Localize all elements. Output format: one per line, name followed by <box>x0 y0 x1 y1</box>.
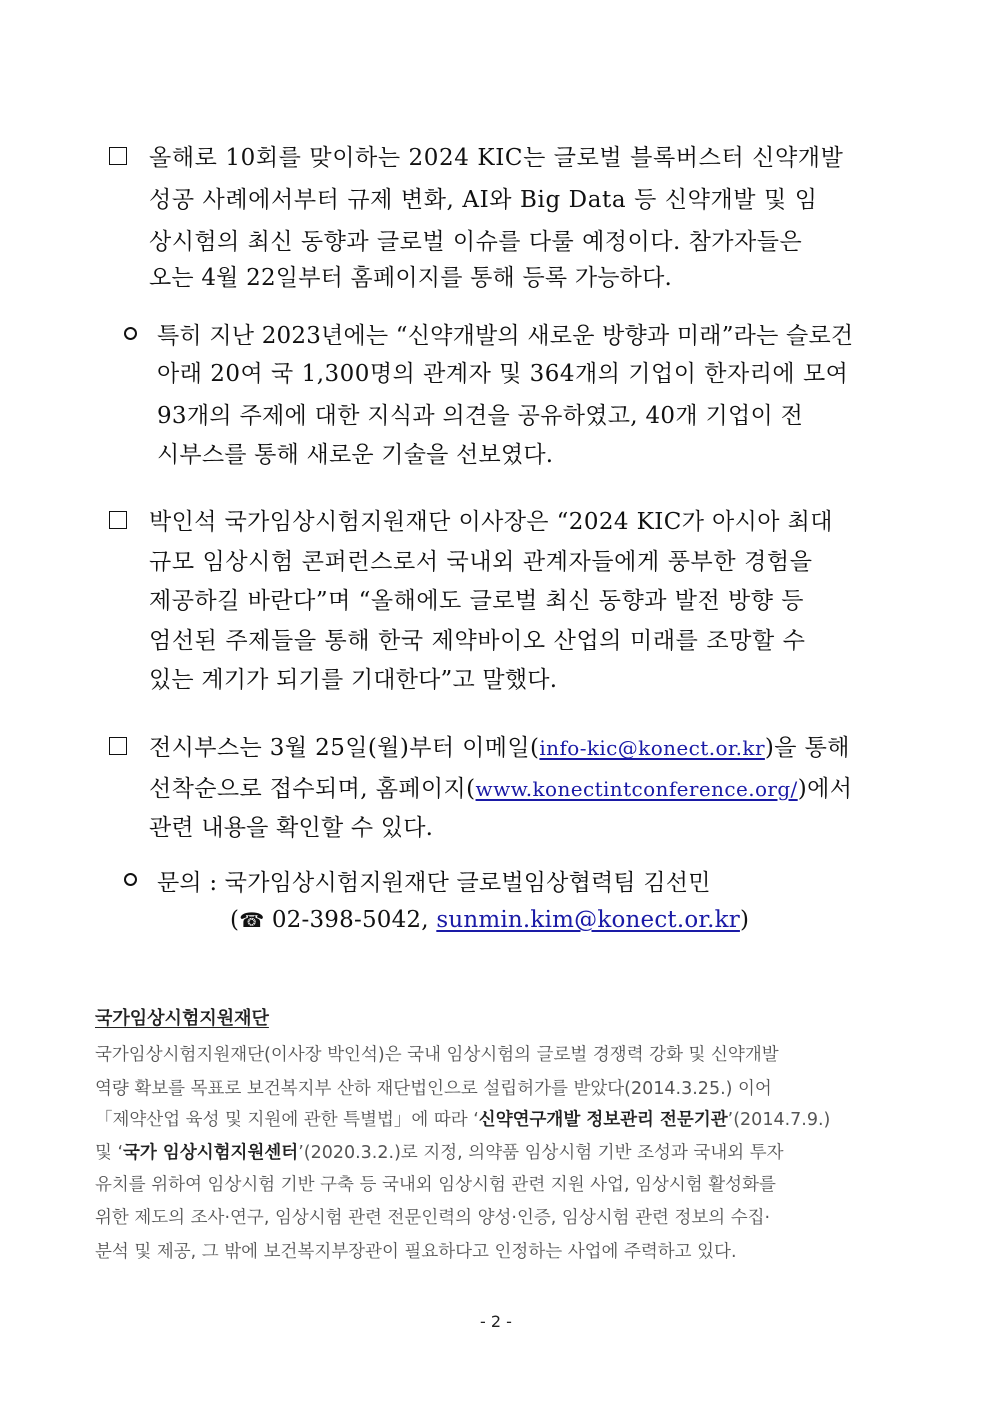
text-line: 특히 지난 2023년에는 “신약개발의 새로운 방향과 미래”라는 슬로건 <box>157 323 854 349</box>
text-line: 관련 내용을 확인할 수 있다. <box>149 815 434 841</box>
text-line: 규모 임상시험 콘퍼런스로서 국내외 관계자들에게 풍부한 경험을 <box>149 549 813 575</box>
website-link[interactable]: www.konectintconference.org/ <box>475 777 798 801</box>
checkbox-square-icon <box>109 147 127 165</box>
text-fragment: ) <box>739 907 750 933</box>
about-line: 유치를 위하여 임상시험 기반 구축 등 국내외 임상시험 관련 지원 사업, 임상시험 활성화를 <box>95 1175 776 1195</box>
text-line: 엄선된 주제들을 통해 한국 제약바이오 산업의 미래를 조망할 수 <box>149 628 806 654</box>
checkbox-square-icon <box>109 737 127 755</box>
text-fragment: 「제약산업 육성 및 지원에 관한 특별법」에 따라 ‘ <box>95 1110 479 1130</box>
text-fragment: 및 ‘ <box>95 1143 124 1163</box>
text-line: 제공하길 바란다”며 “올해에도 글로벌 최신 동향과 발전 방향 등 <box>149 588 804 614</box>
about-heading: 국가임상시험지원재단 <box>95 1008 269 1029</box>
text-fragment: 선착순으로 접수되며, 홈페이지( <box>149 776 476 802</box>
about-line: 역량 확보를 목표로 보건복지부 산하 재단법인으로 설립허가를 받았다(2014.3.25.) 이어 <box>95 1079 772 1099</box>
bullet-circle-icon <box>124 873 137 886</box>
bullet-circle-icon <box>124 327 137 340</box>
about-line: 위한 제도의 조사·연구, 임상시험 관련 전문인력의 양성·인증, 임상시험 관련 정보의 수집· <box>95 1208 771 1228</box>
text-line: 오는 4월 22일부터 홈페이지를 통해 등록 가능하다. <box>149 265 673 291</box>
text-fragment: )에서 <box>797 776 853 802</box>
text-line: 성공 사례에서부터 규제 변화, AI와 Big Data 등 신약개발 및 임 <box>149 187 818 213</box>
bold-term: 국가 임상시험지원센터 <box>123 1143 299 1163</box>
text-line <box>149 770 852 803</box>
checkbox-square-icon <box>109 511 127 529</box>
text-fragment: ( <box>230 907 240 933</box>
about-line <box>95 1106 830 1131</box>
text-line: 있는 계기가 되기를 기대한다”고 말했다. <box>149 667 558 693</box>
text-fragment: )을 통해 <box>764 735 850 761</box>
contact-email-link[interactable]: sunmin.kim@konect.or.kr <box>436 907 740 933</box>
about-line <box>95 1139 784 1164</box>
text-line: 아래 20여 국 1,300명의 관계자 및 364개의 기업이 한자리에 모여 <box>157 361 849 387</box>
text-line: 93개의 주제에 대한 지식과 의견을 공유하였고, 40개 기업이 전 <box>157 403 804 429</box>
text-line: 시부스를 통해 새로운 기술을 선보였다. <box>157 442 554 468</box>
text-line: 박인석 국가임상시험지원재단 이사장은 “2024 KIC가 아시아 최대 <box>149 509 833 535</box>
about-line: 분석 및 제공, 그 밖에 보건복지부장관이 필요하다고 인정하는 사업에 주력하고 있다. <box>95 1242 737 1262</box>
text-line: 상시험의 최신 동향과 글로벌 이슈를 다룰 예정이다. 참가자들은 <box>149 229 803 255</box>
bold-term: 신약연구개발 정보관리 전문기관 <box>478 1110 728 1130</box>
text-line: 올해로 10회를 맞이하는 2024 KIC는 글로벌 블록버스터 신약개발 <box>149 145 844 171</box>
about-line: 국가임상시험지원재단(이사장 박인석)은 국내 임상시험의 글로벌 경쟁력 강화 및 신약개발 <box>95 1045 779 1065</box>
text-line <box>149 729 850 762</box>
contact-phone: 02-398-5042, <box>271 907 429 933</box>
booth-email-link[interactable]: info-kic@konect.or.kr <box>539 736 765 760</box>
text-fragment: ’(2014.7.9.) <box>727 1110 831 1130</box>
contact-details <box>230 907 749 933</box>
text-fragment: ’(2020.3.2.)로 지정, 의약품 임상시험 기반 조성과 국내외 투자 <box>298 1143 784 1163</box>
page-number: - 2 - <box>480 1312 512 1331</box>
text-fragment: 전시부스는 3월 25일(월)부터 이메일( <box>149 735 540 761</box>
phone-icon: ☎ <box>239 908 265 932</box>
contact-label: 문의 : 국가임상시험지원재단 글로벌임상협력팀 김선민 <box>157 870 711 896</box>
